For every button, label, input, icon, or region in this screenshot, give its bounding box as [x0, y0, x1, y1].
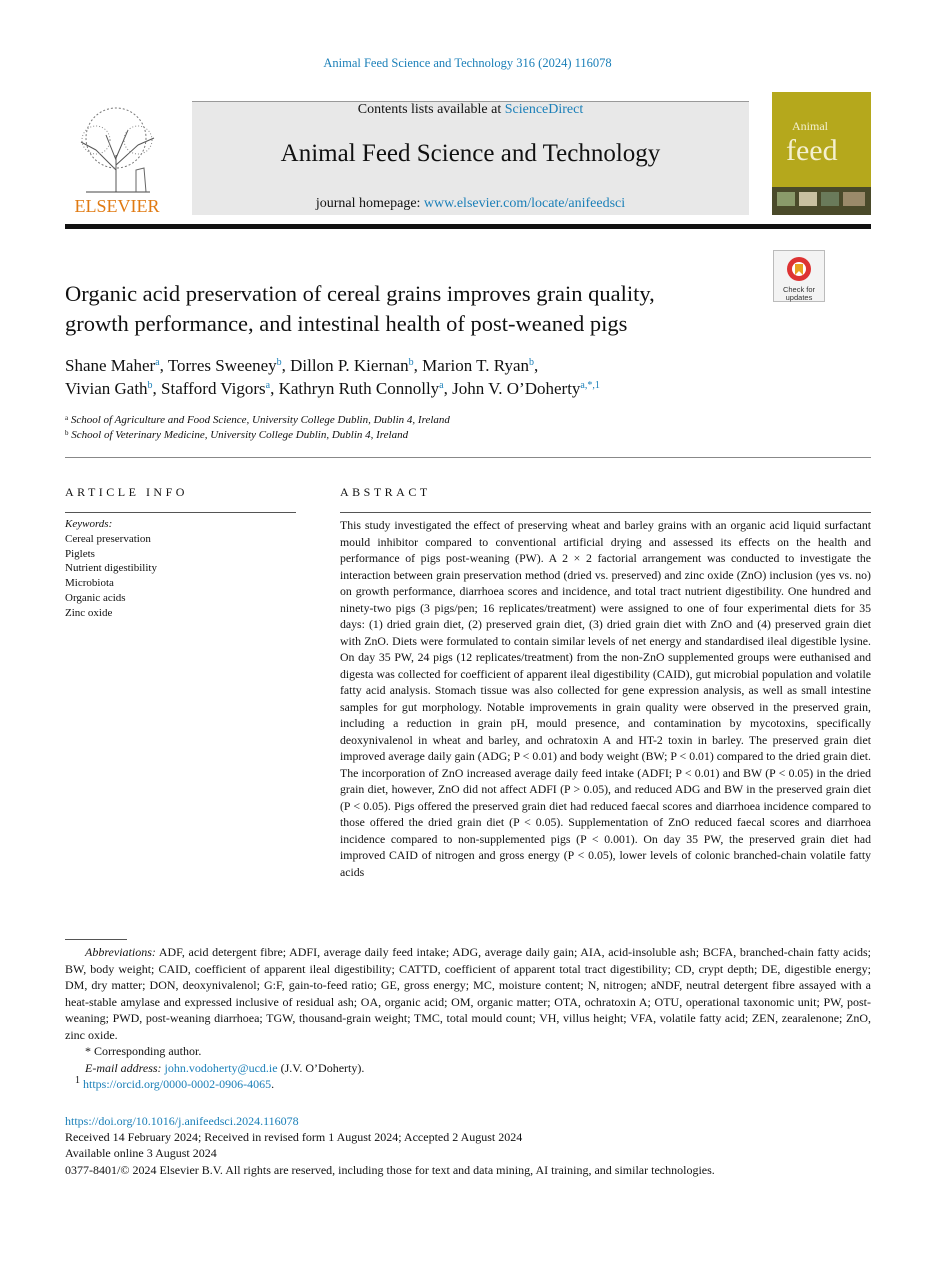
corresponding-mark: *	[85, 1044, 91, 1058]
available-online: Available online 3 August 2024	[65, 1146, 217, 1161]
homepage-link[interactable]: www.elsevier.com/locate/anifeedsci	[423, 196, 626, 211]
article-title	[65, 279, 765, 339]
author-affil-mark[interactable]: a	[439, 380, 444, 391]
author-name: Kathryn Ruth Connolly	[278, 379, 440, 398]
elsevier-logo-text: ELSEVIER	[74, 196, 160, 215]
check-for-updates-label: Check for updates	[782, 285, 816, 302]
article-info-rule	[65, 512, 296, 513]
abstract-text: This study investigated the effect of preserving wheat and barley grains with an organic acid liquid surfactant mould inhibitor compared to conventional artificial drying and assessed its effects on the health and performance of pigs post-weaning (PW). A 2 × 2 factorial arrangement was conducted to investigate the interaction between grain preservation method (dried vs. preserved) and zinc oxide (ZnO) inclusion (yes vs. no) on growth performance, diarrhoea scores and incidence, and total tract nutrient digestibility. One hundred and ninety-two pigs (3 pigs/pen; 16 replicates/treatment) were assigned to one of four experimental diets for 35 days: (1) dried grain diet, (2) preserved grain diet, (3) dried grain diet with ZnO and (4) preserved grain diet with ZnO. Diets were formulated to contain similar levels of net energy and standardised ileal digestible lysine. On day 35 PW, 24 pigs (12 replicates/treatment) from the non-ZnO supplemented groups were euthanised and digesta was collected for coefficient of apparent ileal digestibility (CAID), gut microbial population and volatile fatty acid analysis. Stomach tissue was also collected for gene expression analysis, as well as small intestine samples for gut morphology. Notable improvements in grain quality were observed in the preserved grain, including a reduction in grain pH, mould presence, and contamination by mycotoxins, specifically deoxynivalenol in wheat and barley, and ochratoxin A and HT-2 toxin in barley. The preserved grain diet improved average daily gain (ADG; P < 0.01) and body weight (BW; P < 0.01) compared to the dried grain diet. The incorporation of ZnO increased average daily feed intake (ADFI; P < 0.01) and BW (P < 0.05) in the dried grain diet, however, ZnO did not affect ADFI (P > 0.05), and reduced ADG and BW in the preserved grain diet (P < 0.05). Pigs offered the preserved grain diet had reduced faecal scores and diarrhoea incidence compared to those offered the dried grain diet (P < 0.05). Supplementation of ZnO reduced faecal scores and diarrhoea incidence compared to non-supplemented pigs (P < 0.001). On day 35 PW, the preserved grain diet had improved CAID of nitrogen and gross energy (P < 0.05), lower levels of colonic branched-chain volatile fatty acids	[340, 518, 871, 879]
email-footnote	[65, 1060, 871, 1077]
keyword-item: Microbiota	[65, 577, 114, 590]
abbreviations-footnote	[65, 944, 871, 1043]
author-affil-mark[interactable]: b	[529, 357, 534, 368]
section-divider	[65, 457, 871, 458]
contents-prefix: Contents lists available at	[357, 102, 505, 117]
keywords-label: Keywords:	[65, 518, 113, 530]
keywords-list	[65, 517, 296, 621]
homepage-line	[192, 196, 749, 212]
abbreviations-text: ADF, acid detergent fibre; ADFI, average daily feed intake; ADG, average daily gain; AIA, acid-insoluble ash; BCFA, branched-chain fatty acids; BW, body weight; CAID, coefficient of apparent ileal digestibility; CATTD, coefficient of apparent total tract digestibility; CD, crypt depth; DE, digestible energy; DM, dry matter; DON, deoxynivalenol; G:F, gain-to-feed ratio; GE, gross energy; MC, moisture content; N, nitrogen; aNDF, neutral detergent fibre assayed with a heat-stable amylase and expressed inclusive of residual ash; OA, organic acid; OM, organic matter; OTA, ochratoxin A; OTU, operational taxonomic unit; PW, post-weaning; PWD, post-weaning diarrhoea; TGW, thousand-grain weight; TMC, total mould count; VH, villus height; VFA, volatile fatty acid; ZEN, zearalenone; ZnO, zinc oxide.	[65, 945, 871, 1042]
article-title-line-2: growth performance, and intestinal health of post-weaned pigs	[65, 311, 628, 336]
abbreviations-label: Abbreviations:	[85, 945, 156, 959]
email-suffix: (J.V. O’Doherty).	[280, 1060, 365, 1075]
keyword-item: Zinc oxide	[65, 606, 113, 619]
keyword-item: Organic acids	[65, 591, 126, 604]
author-name: John V. O’Doherty	[452, 379, 581, 398]
affiliations	[65, 413, 765, 443]
author-name: Marion T. Ryan	[422, 356, 529, 375]
orcid-mark: 1	[75, 1075, 80, 1086]
publication-info	[65, 1113, 871, 1178]
abstract-heading: ABSTRACT	[340, 485, 431, 499]
email-label: E-mail address:	[85, 1060, 162, 1075]
affiliation-text: School of Agriculture and Food Science, University College Dublin, Dublin 4, Ireland	[70, 414, 450, 426]
author-affil-mark[interactable]: a	[265, 380, 271, 391]
crossmark-icon	[784, 254, 814, 284]
affiliation-mark: a	[65, 414, 69, 422]
affiliation-item	[65, 413, 765, 428]
keyword-item: Nutrient digestibility	[65, 562, 157, 575]
journal-cover-image[interactable]	[772, 92, 871, 215]
elsevier-logo	[66, 100, 168, 215]
orcid-link[interactable]: https://orcid.org/0000-0002-0906-4065	[83, 1077, 272, 1091]
author-list	[65, 354, 865, 400]
cover-title-1: Animal	[792, 119, 828, 133]
copyright-notice: 0377-8401/© 2024 Elsevier B.V. All rights are reserved, including those for text and data mining, AI training, and similar technologies.	[65, 1162, 715, 1177]
affiliation-text: School of Veterinary Medicine, University College Dublin, Dublin 4, Ireland	[71, 429, 409, 441]
check-for-updates-badge[interactable]	[773, 250, 825, 302]
author-affil-mark[interactable]: b	[276, 357, 282, 368]
received-dates: Received 14 February 2024; Received in revised form 1 August 2024; Accepted 2 August 2024	[65, 1130, 523, 1145]
keyword-item: Piglets	[65, 547, 95, 560]
author-name: Torres Sweeney	[167, 356, 277, 375]
sciencedirect-link[interactable]: ScienceDirect	[504, 102, 584, 117]
header-rule	[65, 224, 871, 229]
cover-title-2: feed	[786, 134, 838, 167]
homepage-prefix: journal homepage:	[315, 196, 424, 211]
orcid-suffix: .	[271, 1077, 275, 1091]
article-info-heading: ARTICLE INFO	[65, 485, 188, 499]
email-link[interactable]: john.vodoherty@ucd.ie	[164, 1060, 278, 1075]
orcid-footnote	[65, 1076, 871, 1093]
affiliation-mark: b	[65, 429, 69, 437]
affiliation-item	[65, 428, 765, 443]
author-name: Shane Maher	[65, 356, 156, 375]
author-name: Dillon P. Kiernan	[290, 356, 409, 375]
footnote-rule	[65, 939, 127, 940]
author-name: Stafford Vigors	[161, 379, 266, 398]
journal-name: Animal Feed Science and Technology	[280, 140, 661, 167]
footnotes	[65, 944, 871, 1093]
author-name: Vivian Gath	[65, 379, 148, 398]
author-line-2: Vivian Gath$^b$, Stafford Vigors$^a$, Kathryn Ruth Connolly$^a$, John V. O’Doherty$^{a,*,1}$	[65, 379, 600, 398]
author-affil-mark[interactable]: b	[147, 380, 153, 391]
author-affil-mark[interactable]: a,*,1	[580, 380, 600, 391]
corresponding-footnote	[65, 1043, 871, 1060]
author-affil-mark[interactable]: a	[155, 357, 160, 368]
doi-link[interactable]: https://doi.org/10.1016/j.anifeedsci.2024.116078	[65, 1114, 299, 1128]
author-line-1: Shane Maher$^a$, Torres Sweeney$^b$, Dillon P. Kiernan$^b$, Marion T. Ryan$^b$,	[65, 356, 539, 375]
abstract-rule	[340, 512, 871, 513]
keyword-item: Cereal preservation	[65, 532, 151, 545]
article-title-line-1: Organic acid preservation of cereal grains improves grain quality,	[65, 281, 655, 306]
contents-line	[192, 102, 749, 118]
corresponding-text: Corresponding author.	[94, 1044, 202, 1058]
journal-reference[interactable]: Animal Feed Science and Technology 316 (2024) 116078	[323, 56, 612, 70]
author-affil-mark[interactable]: b	[408, 357, 414, 368]
